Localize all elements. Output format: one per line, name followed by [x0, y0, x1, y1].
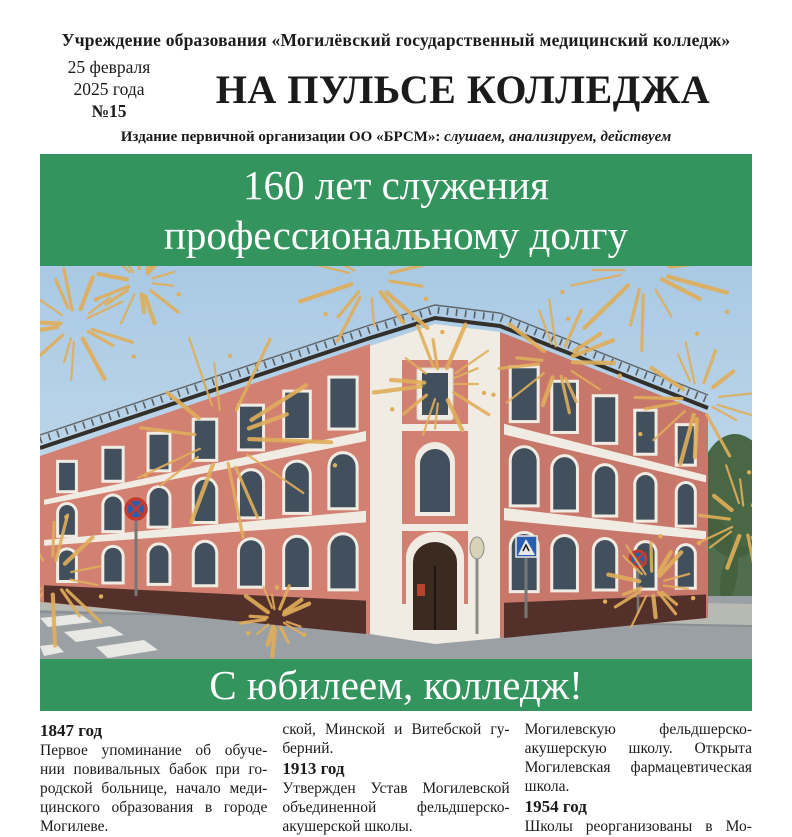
- timeline-text-line: нии повивальных бабок при го-: [40, 760, 268, 778]
- timeline-text-line: школа.: [524, 778, 570, 796]
- corner-bay: [370, 324, 500, 644]
- newspaper-title: НА ПУЛЬСЕ КОЛЛЕДЖА: [215, 66, 711, 112]
- masthead: [40, 57, 752, 123]
- newsletter-page: [40, 0, 752, 837]
- issue-date-line1: 25 февраля: [67, 57, 151, 77]
- anniversary-banner: [40, 154, 752, 266]
- timeline-text-line: Первое упоминание об обуче-: [40, 741, 268, 759]
- timeline-text-line: объединенной фельдшерско-: [282, 799, 510, 817]
- timeline-text-line: цинского образования в городе: [40, 799, 268, 817]
- timeline-column-1: [40, 720, 267, 837]
- edition-subtitle: [40, 129, 752, 146]
- timeline-text-line: Школы реорганизованы в Мо-: [524, 818, 752, 836]
- timeline-text-line: акушерской школы.: [282, 818, 413, 836]
- anniversary-banner-line1: 160 лет служения: [243, 161, 549, 208]
- anniversary-banner-line2: профессиональному долгу: [163, 211, 629, 258]
- timeline-text-line: ской, Минской и Витебской гу-: [282, 720, 510, 738]
- college-building-photo: [40, 266, 752, 659]
- issue-date-line2: 2025 года: [73, 78, 145, 99]
- timeline-column-2: [282, 720, 509, 837]
- issue-number: №15: [91, 100, 127, 121]
- jubilee-banner: [40, 659, 752, 711]
- year-heading: 1954 год: [524, 797, 587, 817]
- timeline-text-line: Могилеве.: [40, 818, 109, 836]
- timeline-text-line: Утвержден Устав Могилевской: [282, 780, 510, 798]
- edition-subtitle-normal: Издание первичной организации ОО «БРСМ»:: [120, 128, 445, 145]
- timeline-text-line: акушерскую школу. Открыта: [524, 739, 752, 757]
- institution-name: Учреждение образования «Могилёвский государственный медицинский колледж»: [61, 30, 731, 50]
- timeline-columns: [40, 720, 752, 837]
- timeline-text-line: берний.: [282, 739, 334, 757]
- timeline-text-line: Могилевская фармацевтическая: [524, 759, 752, 777]
- timeline-text-line: Могилевскую фельдшерско-: [524, 720, 752, 738]
- timeline-text-line: родской больнице, начало меди-: [40, 780, 268, 798]
- jubilee-banner-text: С юбилеем, колледж!: [209, 661, 583, 708]
- year-heading: 1913 год: [282, 759, 345, 779]
- year-heading: 1847 год: [40, 720, 103, 740]
- edition-subtitle-motto: слушаем, анализируем, действуем: [444, 128, 672, 145]
- issue-date-block: [40, 57, 178, 123]
- timeline-column-3: [525, 720, 752, 837]
